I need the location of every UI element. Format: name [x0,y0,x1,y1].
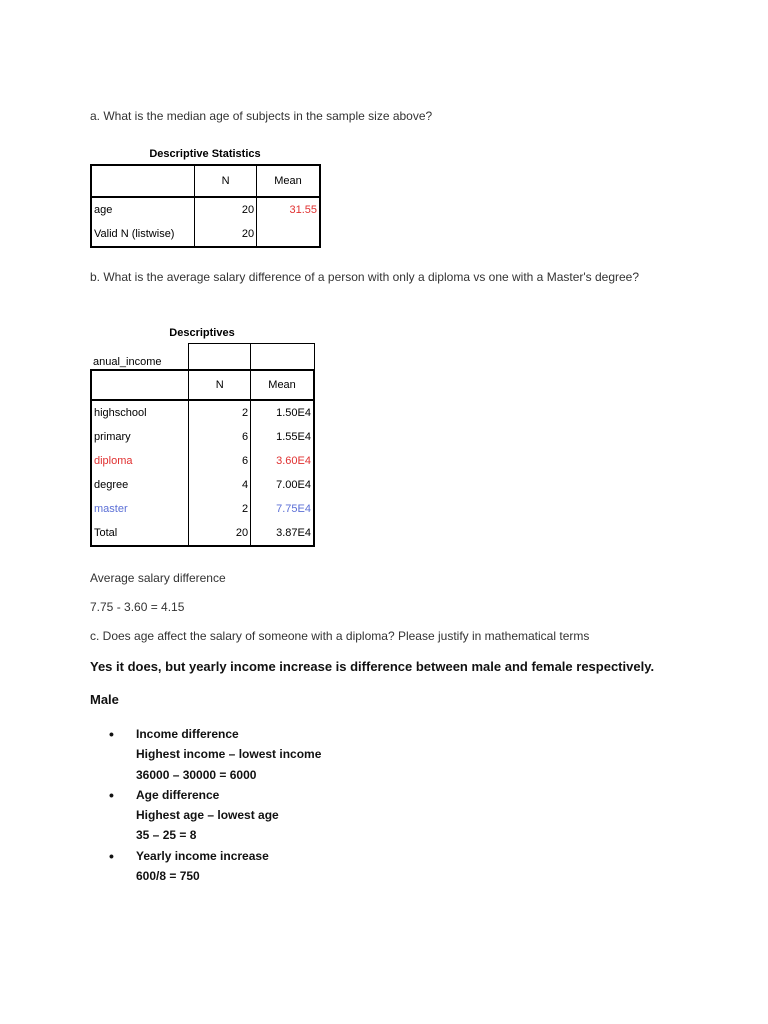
table-row [91,197,320,222]
avg-calc: 7.75 - 3.60 = 4.15 [90,600,185,614]
descriptives-table [90,343,315,547]
row-mean: 3.60E4 [251,449,314,473]
row-mean: 1.55E4 [251,425,314,449]
table-row [91,222,320,247]
variable-cell-empty [251,344,314,370]
list-item [105,785,321,846]
row-label: primary [91,425,189,449]
table-row [91,473,314,497]
table-row [91,425,314,449]
header-cell-n: N [189,370,251,400]
answer-c: Yes it does, but yearly income increase is difference between male and female respectively. [90,659,655,674]
bullet-line: 600/8 = 750 [136,869,200,884]
bullet-title: • Income difference [136,727,239,741]
male-heading: Male [90,692,119,707]
header-cell-n: N [195,165,257,197]
table-row [91,521,314,546]
row-n: 6 [189,425,251,449]
row-label: Valid N (listwise) [91,222,195,247]
bullet-line: 36000 – 30000 = 6000 [136,767,257,782]
bullet-title: • Age difference [136,787,220,802]
row-label: diploma [91,449,189,473]
row-n: 2 [189,497,251,521]
variable-row [91,344,314,370]
avg-label: Average salary difference [90,571,226,585]
table-row [91,497,314,521]
bullet-title: • Yearly income increase [136,848,269,863]
row-n: 4 [189,473,251,497]
bullet-line: Highest income – lowest income [136,747,322,762]
row-mean: 3.87E4 [251,521,314,546]
table2-title: Descriptives [169,327,235,339]
table-header-row [91,165,320,197]
row-mean: 7.00E4 [251,473,314,497]
variable-cell-empty [189,344,251,370]
descriptive-statistics-table [90,164,321,248]
table-row [91,400,314,425]
bullet-list [105,724,321,886]
row-label: Total [91,521,189,546]
header-cell-mean: Mean [257,165,320,197]
row-mean [257,222,320,247]
header-cell-empty [91,370,189,400]
table1-title: Descriptive Statistics [149,148,261,160]
list-item [105,724,321,785]
row-n: 20 [195,197,257,222]
row-label: highschool [91,400,189,425]
bullet-line: 35 – 25 = 8 [136,828,197,843]
header-cell-empty [91,165,195,197]
table-row [91,449,314,473]
list-item [105,846,321,887]
row-mean: 7.75E4 [251,497,314,521]
question-c: c. Does age affect the salary of someone with a diploma? Please justify in mathematical terms [90,629,590,643]
row-n: 2 [189,400,251,425]
row-mean: 1.50E4 [251,400,314,425]
row-label: age [91,197,195,222]
row-n: 6 [189,449,251,473]
row-mean: 31.55 [257,197,320,222]
question-b: b. What is the average salary difference of a person with only a diploma vs one with a Master's degree? [90,270,640,284]
variable-label: anual_income [93,355,162,368]
question-a: a. What is the median age of subjects in the sample size above? [90,109,433,123]
row-n: 20 [195,222,257,247]
row-label: degree [91,473,189,497]
row-n: 20 [189,521,251,546]
row-label: master [91,497,189,521]
header-cell-mean: Mean [251,370,314,400]
bullet-line: Highest age – lowest age [136,808,279,823]
table-header-row [91,370,314,400]
